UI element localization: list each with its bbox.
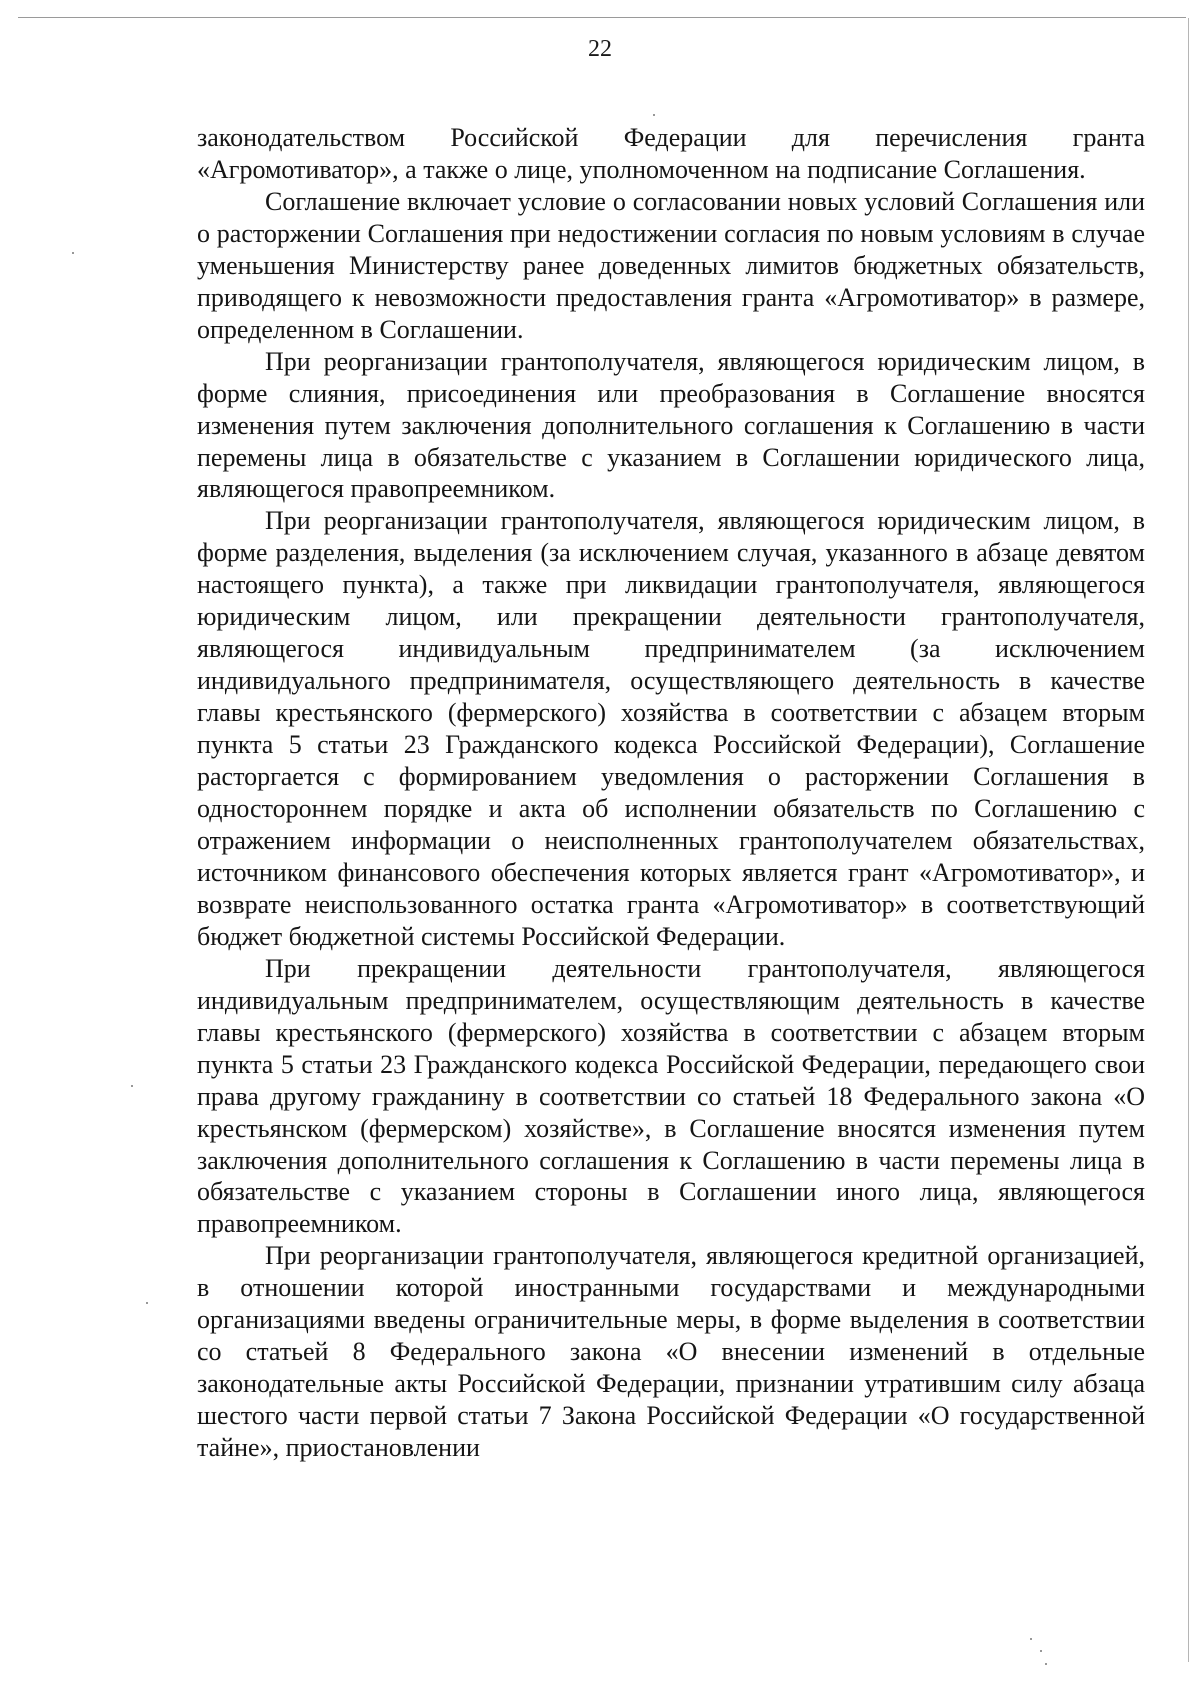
scan-speck [1030,1638,1032,1640]
paragraph-3: При реорганизации грантополучателя, являющегося юридическим лицом, в форме слияния, присоединения или преобразования в Соглашение вносятся изменения путем заключения дополнительного соглашения к Соглашению в части перемены лица в обязательстве с указанием в Соглашении юридического лица, являющегося правопреемником. [197,346,1145,504]
scan-speck [653,114,655,116]
paragraph-1-continuation: законодательством Российской Федерации для перечисления гранта «Агромотиватор», а также о лице, уполномоченном на подписание Соглашения. [197,123,1145,184]
paragraph-6: При реорганизации грантополучателя, являющегося кредитной организацией, в отношении которой иностранными государствами и международными организациями введены ограничительные меры, в форме выделения в соответствии со статьей 8 Федерального закона «О внесении изменений в отдельные законодательные акты Российской Федерации, признании утратившим силу абзаца шестого части первой статьи 7 Закона Российской Федерации «О государственной тайне», приостановлении [197,1241,1145,1463]
document-body [197,122,1145,1464]
scan-edge-right [1188,18,1189,1662]
scan-speck [1045,1663,1047,1665]
scan-speck [1040,1650,1042,1652]
paragraph-5: При прекращении деятельности грантополучателя, являющегося индивидуальным предпринимателем, осуществляющим деятельность в качестве главы крестьянского (фермерского) хозяйства в соответствии с абзацем вторым пункта 5 статьи 23 Гражданского кодекса Российской Федерации, передающего свои права другому гражданину в соответствии со статьей 18 Федерального закона «О крестьянском (фермерском) хозяйстве», в Соглашение вносятся изменения путем заключения дополнительного соглашения к Соглашению в части перемены лица в обязательстве с указанием стороны в Соглашении иного лица, являющегося правопреемником. [197,953,1145,1239]
scan-speck [146,1302,148,1304]
scan-speck [72,252,74,254]
paragraph-2: Соглашение включает условие о согласовании новых условий Соглашения или о расторжении Соглашения при недостижении согласия по новым условиям в случае уменьшения Министерству ранее доведенных лимитов бюджетных обязательств, приводящего к невозможности предоставления гранта «Агромотиватор» в размере, определенном в Соглашении. [197,186,1145,344]
scan-edge-top [18,17,1186,18]
paragraph-4: При реорганизации грантополучателя, являющегося юридическим лицом, в форме разделения, выделения (за исключением случая, указанного в абзаце девятом настоящего пункта), а также при ликвидации грантополучателя, являющегося юридическим лицом, или прекращении деятельности грантополучателя, являющегося индивидуальным предпринимателем (за исключением индивидуального предпринимателя, осуществляющего деятельность в качестве главы крестьянского (фермерского) хозяйства в соответствии с абзацем вторым пункта 5 статьи 23 Гражданского кодекса Российской Федерации), Соглашение расторгается с формированием уведомления о расторжении Соглашения в одностороннем порядке и акта об исполнении обязательств по Соглашению с отражением информации о неисполненных грантополучателем обязательствах, источником финансового обеспечения которых является грант «Агромотиватор», и возврате неиспользованного остатка гранта «Агромотиватор» в соответствующий бюджет бюджетной системы Российской Федерации. [197,506,1145,951]
page-number: 22 [588,36,612,62]
scan-speck [131,1085,133,1087]
